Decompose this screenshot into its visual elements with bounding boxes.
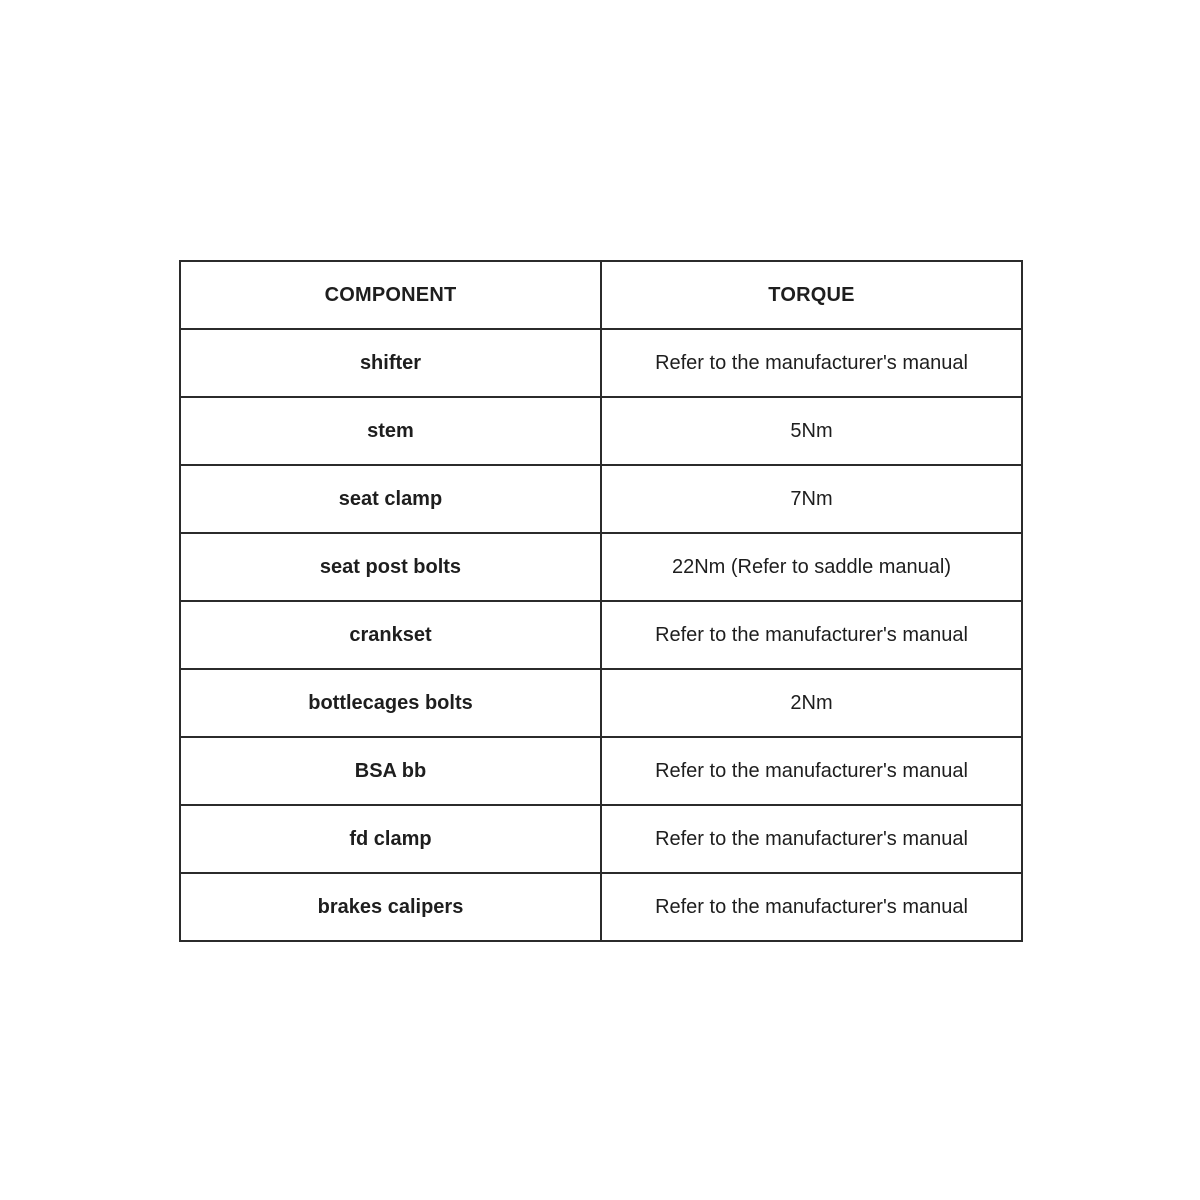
table-row [180, 533, 1022, 601]
component-cell: brakes calipers [180, 873, 601, 941]
component-cell: shifter [180, 329, 601, 397]
component-cell: bottlecages bolts [180, 669, 601, 737]
header-component: COMPONENT [180, 261, 601, 329]
component-cell: seat post bolts [180, 533, 601, 601]
component-cell: crankset [180, 601, 601, 669]
header-torque: TORQUE [601, 261, 1022, 329]
torque-cell: 5Nm [601, 397, 1022, 465]
table-row [180, 465, 1022, 533]
torque-cell: 7Nm [601, 465, 1022, 533]
table-row [180, 397, 1022, 465]
torque-cell: 22Nm (Refer to saddle manual) [601, 533, 1022, 601]
component-cell: BSA bb [180, 737, 601, 805]
torque-cell: Refer to the manufacturer's manual [601, 329, 1022, 397]
table-row [180, 805, 1022, 873]
component-cell: stem [180, 397, 601, 465]
torque-cell: Refer to the manufacturer's manual [601, 737, 1022, 805]
torque-cell: Refer to the manufacturer's manual [601, 805, 1022, 873]
torque-cell: Refer to the manufacturer's manual [601, 601, 1022, 669]
table-row [180, 873, 1022, 941]
component-cell: fd clamp [180, 805, 601, 873]
table-row [180, 737, 1022, 805]
table-row [180, 329, 1022, 397]
table-row [180, 601, 1022, 669]
torque-cell: 2Nm [601, 669, 1022, 737]
torque-spec-table [179, 260, 1023, 942]
component-cell: seat clamp [180, 465, 601, 533]
table-row [180, 669, 1022, 737]
torque-cell: Refer to the manufacturer's manual [601, 873, 1022, 941]
table-header-row [180, 261, 1022, 329]
